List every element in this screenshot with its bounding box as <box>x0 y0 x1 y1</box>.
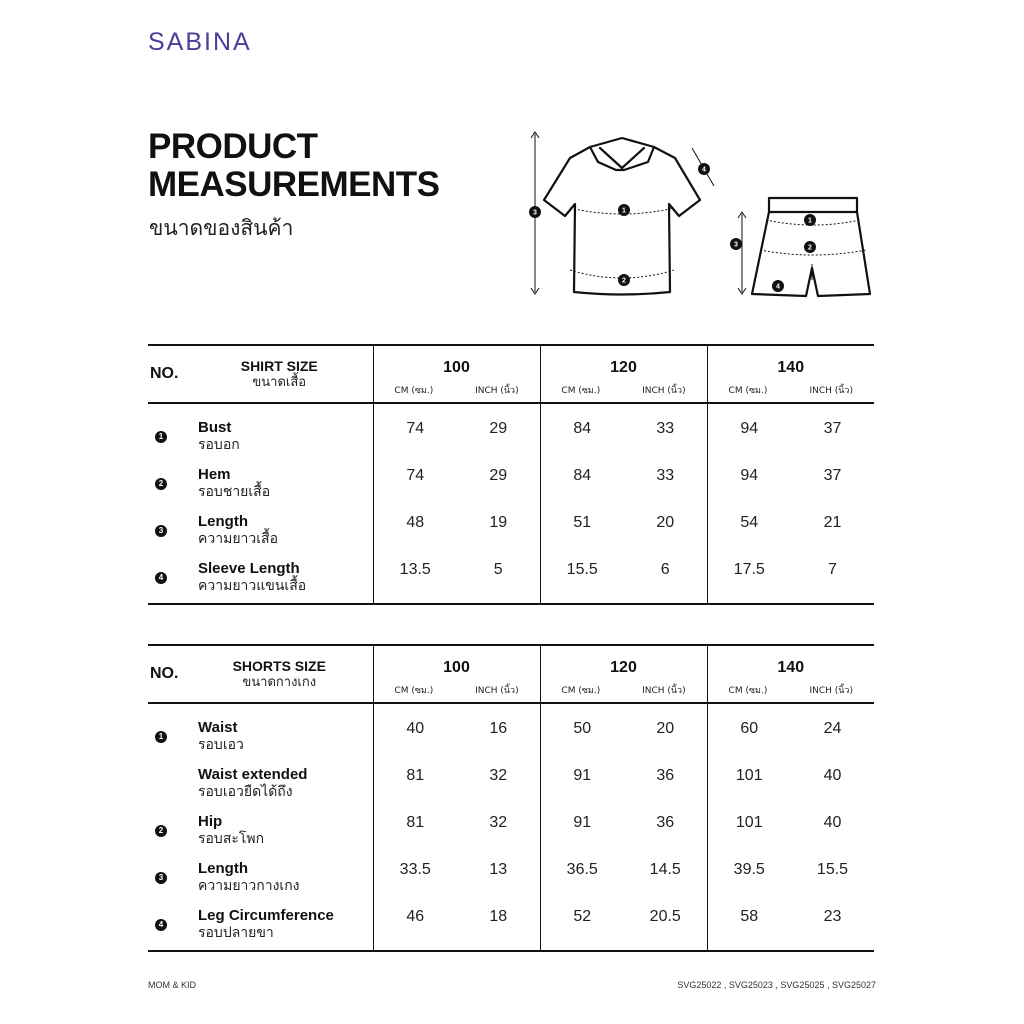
row-number <box>148 810 186 857</box>
measurement-name <box>186 857 373 904</box>
inch-value: 36 <box>624 810 707 857</box>
row-number-badge: 1 <box>155 431 167 443</box>
shirt-marker-3 <box>529 206 541 218</box>
inch-value: 37 <box>823 467 842 484</box>
inch-value: 24 <box>823 720 842 737</box>
no-header: NO. <box>148 345 186 403</box>
shirt-marker-4 <box>698 163 710 175</box>
svg-text:1: 1 <box>808 217 812 225</box>
inch-value: 6 <box>624 557 707 604</box>
page-title <box>148 128 440 204</box>
row-number-badge: 2 <box>155 825 167 837</box>
measurement-name-th: รอบเอว <box>198 737 244 753</box>
measurement-name <box>186 904 373 951</box>
cm-value: 84 <box>573 420 592 437</box>
inch-value: 19 <box>457 510 540 557</box>
cm-value: 54 <box>740 514 759 531</box>
svg-text:2: 2 <box>808 244 812 252</box>
row-number <box>148 716 186 763</box>
row-number <box>148 557 186 604</box>
cm-value: 81 <box>406 814 425 831</box>
measurement-name-en: Length <box>198 513 248 530</box>
svg-text:1: 1 <box>622 207 626 215</box>
measurement-name-en: Waist <box>198 719 238 736</box>
cm-value: 74 <box>406 467 425 484</box>
cm-value: 40 <box>406 720 425 737</box>
shorts-size-table <box>148 644 874 952</box>
inch-value: 20.5 <box>624 904 707 951</box>
inch-value: 16 <box>457 716 540 763</box>
size-header-100: 100 CM (ซม.) INCH (นิ้ว) <box>373 345 540 403</box>
cm-value: 17.5 <box>707 557 791 604</box>
inch-value: 13 <box>457 857 540 904</box>
cm-value: 39.5 <box>733 861 765 878</box>
footer-product-codes: SVG25022 , SVG25023 , SVG25025 , SVG25027 <box>677 980 876 990</box>
row-number <box>148 463 186 510</box>
cm-value: 51 <box>573 514 592 531</box>
inch-value: 40 <box>823 767 842 784</box>
measurement-name-en: Bust <box>198 419 232 436</box>
measurement-name <box>186 463 373 510</box>
cm-value: 81 <box>406 767 425 784</box>
brand-logo: SABINA <box>148 28 252 56</box>
measurement-name-th: รอบสะโพก <box>198 831 265 847</box>
inch-value: 29 <box>457 463 540 510</box>
measurement-name-en: Leg Circumference <box>198 907 334 924</box>
measurement-name-th: ความยาวแขนเสื้อ <box>198 578 307 594</box>
no-header: NO. <box>148 645 186 703</box>
inch-value: 5 <box>457 557 540 604</box>
table-row <box>148 810 874 857</box>
cm-value: 52 <box>540 904 624 951</box>
shorts-marker-3 <box>730 238 742 250</box>
inch-value: 32 <box>457 763 540 810</box>
cm-value: 36.5 <box>566 861 598 878</box>
cm-value: 74 <box>406 420 425 437</box>
size-header-140: 140 CM (ซม.) INCH (นิ้ว) <box>707 645 874 703</box>
inch-value: 21 <box>823 514 842 531</box>
row-number-badge: 4 <box>155 572 167 584</box>
row-number <box>148 763 186 810</box>
measurement-name-th: รอบเอวยืดได้ถึง <box>198 784 293 800</box>
measurement-name <box>186 763 373 810</box>
shorts-marker-2 <box>804 241 816 253</box>
svg-text:3: 3 <box>533 209 537 217</box>
cm-value: 91 <box>573 767 592 784</box>
row-number <box>148 416 186 463</box>
cm-value: 84 <box>573 467 592 484</box>
svg-text:2: 2 <box>622 277 626 285</box>
measurement-name <box>186 510 373 557</box>
inch-value: 23 <box>791 904 874 951</box>
measurement-name-en: Waist extended <box>198 766 308 783</box>
cm-value: 91 <box>573 814 592 831</box>
measurement-name <box>186 416 373 463</box>
cm-value: 50 <box>573 720 592 737</box>
inch-value: 15.5 <box>816 861 849 878</box>
row-number <box>148 904 186 951</box>
cm-value: 33.5 <box>399 861 431 878</box>
inch-value: 33 <box>624 416 707 463</box>
row-number-badge: 1 <box>155 731 167 743</box>
shorts-marker-1 <box>804 214 816 226</box>
title-line-1: PRODUCT <box>148 127 318 166</box>
inch-value: 29 <box>457 416 540 463</box>
inch-value: 20 <box>624 716 707 763</box>
garment-diagram <box>520 120 890 310</box>
inch-value: 36 <box>624 763 707 810</box>
inch-value: 7 <box>791 557 874 604</box>
measurement-name-th: รอบชายเสื้อ <box>198 484 271 500</box>
size-header-140: 140 CM (ซม.) INCH (นิ้ว) <box>707 345 874 403</box>
row-number-badge: 3 <box>155 872 167 884</box>
measurement-name <box>186 557 373 604</box>
size-header-100: 100 CM (ซม.) INCH (นิ้ว) <box>373 645 540 703</box>
inch-value: 14.5 <box>624 857 707 904</box>
footer-collection: MOM & KID <box>148 980 197 990</box>
page-subtitle: ขนาดของสินค้า <box>149 216 294 240</box>
measurement-name-th: รอบปลายขา <box>198 925 274 941</box>
measurement-name <box>186 716 373 763</box>
cm-value: 101 <box>735 814 763 831</box>
measurement-name <box>186 810 373 857</box>
shirt-collar <box>590 138 654 170</box>
cm-value: 58 <box>707 904 791 951</box>
measurement-name-en: Sleeve Length <box>198 560 300 577</box>
shorts-marker-4 <box>772 280 784 292</box>
inch-value: 32 <box>457 810 540 857</box>
measurement-name-th: ความยาวเสื้อ <box>198 531 278 547</box>
row-number-badge: 2 <box>155 478 167 490</box>
row-number-badge: 3 <box>155 525 167 537</box>
table-row <box>148 857 874 904</box>
svg-text:3: 3 <box>734 241 738 249</box>
row-number-badge: 4 <box>155 919 167 931</box>
table-row <box>148 904 874 951</box>
title-line-2: MEASUREMENTS <box>148 165 440 204</box>
cm-value: 48 <box>406 514 425 531</box>
size-header-120: 120 CM (ซม.) INCH (นิ้ว) <box>540 645 707 703</box>
cm-value: 15.5 <box>540 557 624 604</box>
inch-value: 18 <box>457 904 540 951</box>
inch-value: 20 <box>624 510 707 557</box>
svg-text:4: 4 <box>776 283 780 291</box>
row-number <box>148 857 186 904</box>
shirt-marker-1 <box>618 204 630 216</box>
cm-value: 94 <box>740 467 759 484</box>
table-row <box>148 416 874 463</box>
cm-value: 60 <box>740 720 759 737</box>
table-row <box>148 716 874 763</box>
cm-value: 94 <box>740 420 759 437</box>
table-row <box>148 463 874 510</box>
inch-value: 37 <box>823 420 842 437</box>
table-row <box>148 763 874 810</box>
svg-text:4: 4 <box>702 166 706 174</box>
cm-value: 101 <box>735 767 763 784</box>
measurement-name-th: รอบอก <box>198 437 240 453</box>
shirt-size-header: SHIRT SIZE ขนาดเสื้อ <box>186 345 373 403</box>
row-number <box>148 510 186 557</box>
shirt-marker-2 <box>618 274 630 286</box>
size-header-120: 120 CM (ซม.) INCH (นิ้ว) <box>540 345 707 403</box>
inch-value: 40 <box>823 814 842 831</box>
table-row <box>148 510 874 557</box>
cm-value: 13.5 <box>373 557 457 604</box>
cm-value: 46 <box>373 904 457 951</box>
shirt-size-table <box>148 344 874 605</box>
measurement-name-en: Hip <box>198 813 223 830</box>
measurement-name-en: Length <box>198 860 248 877</box>
measurement-name-en: Hem <box>198 466 231 483</box>
shorts-size-header: SHORTS SIZE ขนาดกางเกง <box>186 645 373 703</box>
measurement-name-th: ความยาวกางเกง <box>198 878 300 894</box>
table-row <box>148 557 874 604</box>
inch-value: 33 <box>624 463 707 510</box>
